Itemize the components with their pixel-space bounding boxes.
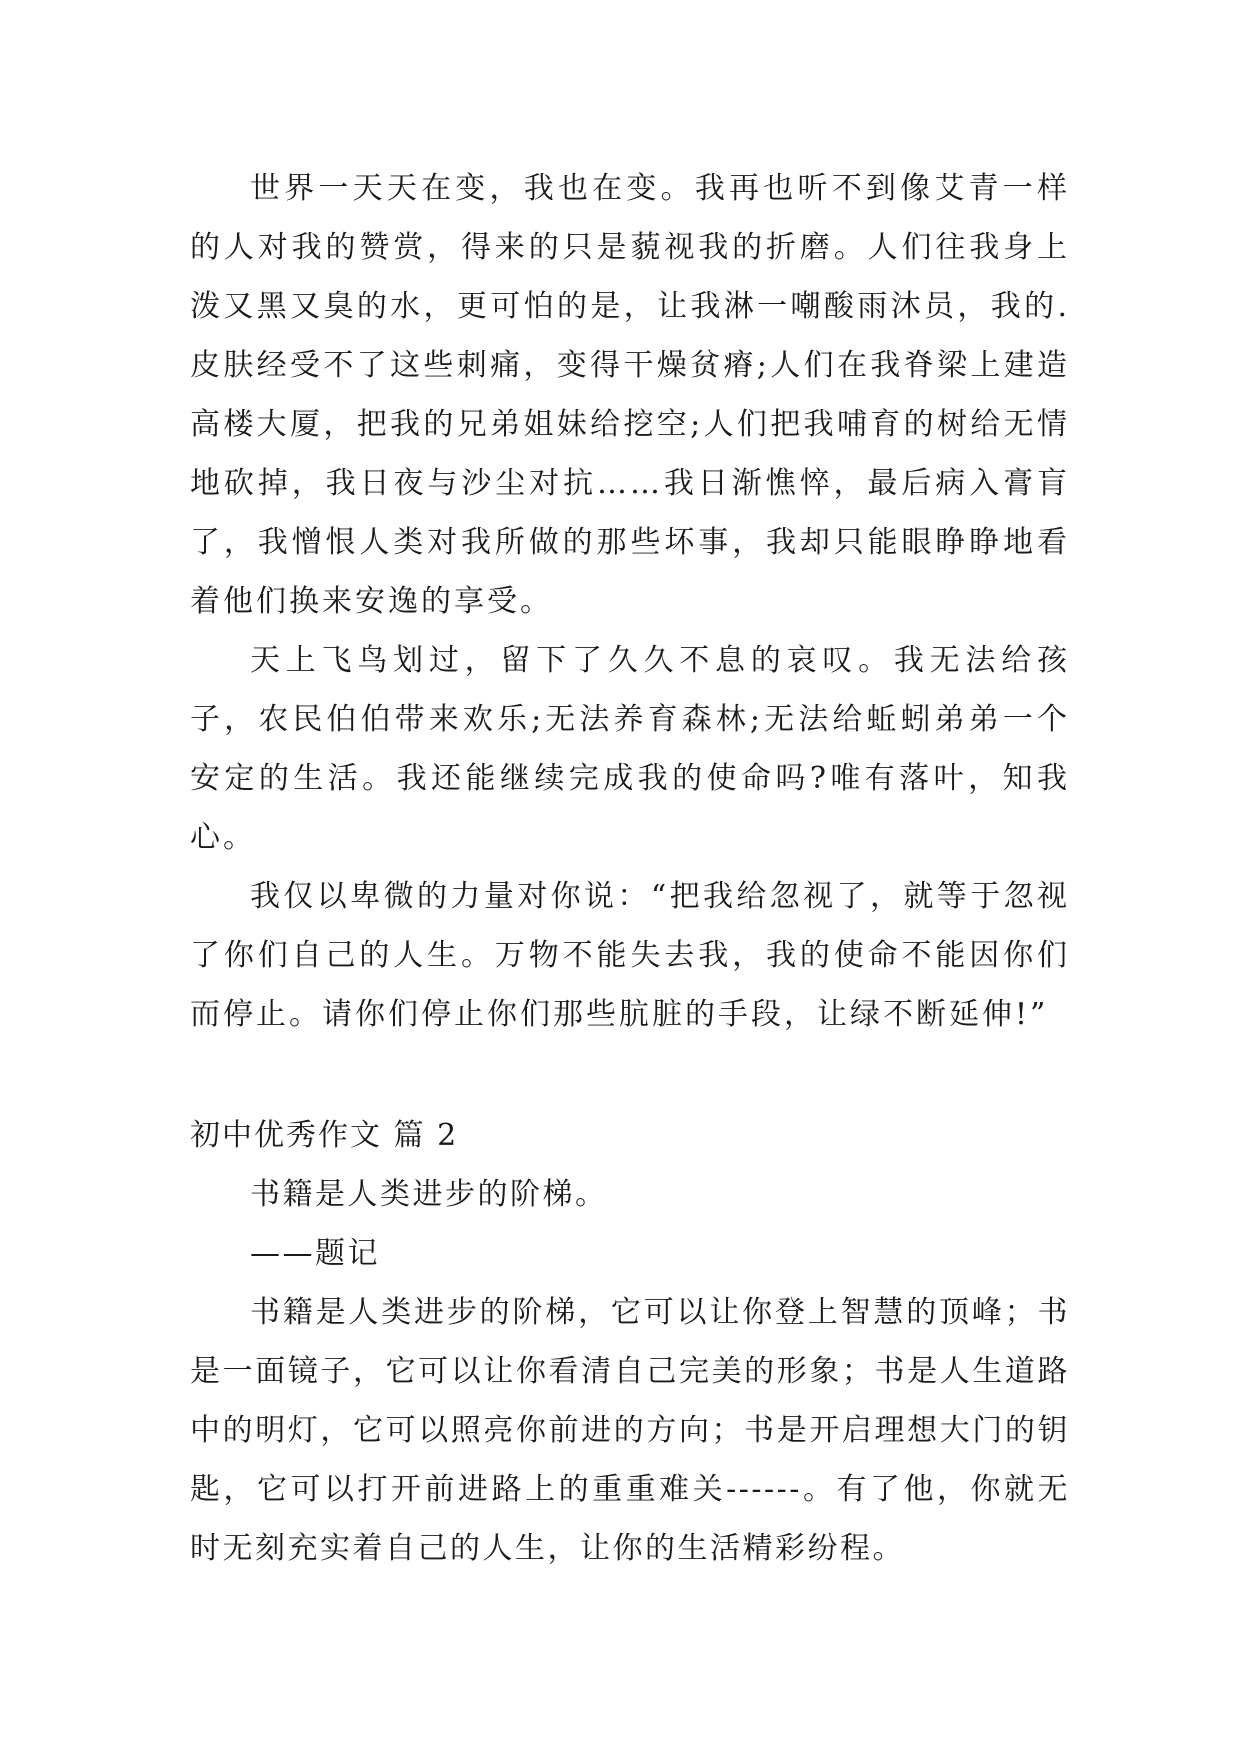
essay-heading: 初中优秀作文 篇 2 <box>190 1118 459 1153</box>
paragraph: 书籍是人类进步的阶梯，它可以让你登上智慧的顶峰；书是一面镜子，它可以让你看清自己完美的形象；书是人生道路中的明灯，它可以照亮你前进的方向；书是开启理想大门的钥匙，它可以打开前进路上的重重难关------。有了他，你就无时无刻充实着自己的人生，让你的生活精彩纷程。 <box>190 1295 1070 1566</box>
epigraph-attribution: ——题记 <box>250 1236 380 1271</box>
paragraph: 世界一天天在变，我也在变。我再也听不到像艾青一样的人对我的赞赏，得来的只是藐视我的折磨。人们往我身上泼又黑又臭的水，更可怕的是，让我淋一嘲酸雨沐员，我的.皮肤经受不了这些刺痛，变得干燥贫瘠;人们在我脊梁上建造高楼大厦，把我的兄弟姐妹给挖空;人们把我哺育的树给无情地砍掉，我日夜与沙尘对抗……我日渐憔悴，最后病入膏肓了，我憎恨人类对我所做的那些坏事，我却只能眼睁睁地看着他们换来安逸的享受。 <box>190 171 1070 619</box>
essay-section-2 <box>190 1165 1070 1578</box>
paragraph: 天上飞鸟划过，留下了久久不息的哀叹。我无法给孩子，农民伯伯带来欢乐;无法养育森林;无法给蚯蚓弟弟一个安定的生活。我还能继续完成我的使命吗?唯有落叶，知我心。 <box>190 643 1070 855</box>
epigraph: 书籍是人类进步的阶梯。 <box>250 1177 608 1212</box>
paragraph: 我仅以卑微的力量对你说：“把我给忽视了，就等于忽视了你们自己的人生。万物不能失去我，我的使命不能因你们而停止。请你们停止你们那些肮脏的手段，让绿不断延伸!” <box>190 879 1070 1032</box>
essay-section-1 <box>190 159 1070 1044</box>
